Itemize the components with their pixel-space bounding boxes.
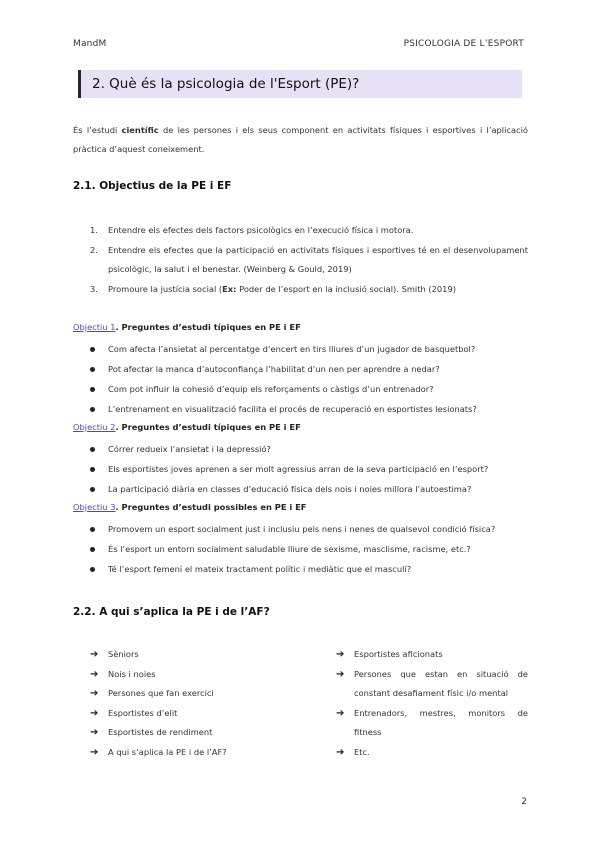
objective-2-label: . Preguntes d’estudi típiques en PE i EF [115,422,301,432]
arrow-right-icon: ➔ [90,668,99,680]
header-left: MandM [73,39,107,49]
audience-list-right [336,645,528,762]
objective-1-bullets [90,339,530,419]
item-text: A qui s’aplica la PE i de l’AF? [108,746,227,757]
list-item [336,704,528,743]
list-item [90,379,530,399]
item-text: Entrenadors, mestres, monitors de fitness [354,707,528,737]
arrow-right-icon: ➔ [336,649,345,660]
page-number: 2 [521,797,527,807]
list-item [90,723,280,743]
bullet-text: Com pot influir la cohesió d’equip els reforçaments o càstigs d’un entrenador? [108,384,434,394]
list-item [336,645,528,665]
audience-list-left [90,645,280,762]
objective-1-link[interactable]: Objectiu 1 [73,322,116,332]
list-item [90,684,280,704]
bullet-icon [90,387,95,392]
objective-3-heading [73,502,306,512]
objective-3-label: . Preguntes d’estudi possibles en PE i EF [115,502,307,512]
section-heading-audience: 2.2. A qui s’aplica la PE i de l’AF? [73,606,270,618]
bullet-icon [90,347,95,352]
intro-post: de les persones i els seus component en activitats físiques i esportives i l’aplicació pràctica d’aquest coneixement. [73,125,529,154]
arrow-right-icon: ➔ [90,688,99,699]
bullet-text: Promovem un esport socialment just i inclusiu pels nens i nenes de qualsevol condició física? [108,524,496,534]
bullet-text: Com afecta l’ansietat al percentatge d’encert en tirs lliures d’un jugador de basquetbol? [108,344,476,354]
item-text: Persones que estan en situació de constant desafiament físic i/o mental [354,668,528,698]
bullet-icon [90,567,95,572]
list-item [90,339,530,359]
bullet-icon [90,467,95,472]
bullet-text: Pot afectar la manca d’autoconfiança l’habilitat d’un nen per aprendre a nedar? [108,364,440,374]
intro-pre: És l’estudi [73,125,122,135]
item-text: Etc. [354,746,370,757]
arrow-right-icon: ➔ [90,707,99,719]
objective-1-heading [73,322,301,332]
item-text: Sèniors [108,649,139,659]
bullet-text: És l’esport un entorn socialment saludable lliure de sexisme, masclisme, racisme, etc.? [108,544,471,554]
section-heading-objectives: 2.1. Objectius de la PE i EF [73,180,232,192]
item-text: Persones que fan exercici [108,688,214,698]
list-item [90,743,280,763]
arrow-right-icon: ➔ [336,746,345,758]
item-text: Esportistes d’elit [108,707,178,718]
item-text-pre: Promoure la justícia social ( [108,284,223,294]
bullet-text: Els esportistes joves aprenen a ser molt agressius arran de la seva participació en l’esport? [108,464,489,474]
list-item [90,559,530,579]
bullet-text: Córrer redueix l’ansietat i la depressió? [108,444,271,454]
bullet-icon [90,447,95,452]
list-item [336,743,528,763]
list-item [90,519,530,539]
list-item [90,399,530,419]
objective-2-bullets [90,439,530,499]
arrow-right-icon: ➔ [90,727,99,738]
bullet-icon [90,367,95,372]
header-right: PSICOLOGIA DE L’ESPORT [403,39,524,49]
list-item [90,539,530,559]
item-text: Esportistes aficionats [354,649,443,659]
bullet-text: Té l’esport femení el mateix tractament polític i mediàtic que el masculí? [108,564,412,574]
item-number: 2. [90,245,98,255]
bullet-icon [90,487,95,492]
list-item [336,665,528,704]
bullet-icon [90,407,95,412]
intro-paragraph [73,121,528,159]
intro-bold: científic [121,125,159,135]
item-text: Esportistes de rendiment [108,727,213,737]
bullet-icon [90,547,95,552]
list-item [90,221,528,240]
list-item [90,459,530,479]
bullet-icon [90,527,95,532]
item-text: Entendre els efectes dels factors psicològics en l’execució física i motora. [108,225,414,235]
list-item [90,280,528,299]
item-number: 1. [90,225,98,235]
bullet-text: L’entrenament en visualització facilita el procés de recuperació en esportistes lesionats? [108,404,477,414]
objective-2-heading [73,422,301,432]
list-item [90,359,530,379]
objective-1-label: . Preguntes d’estudi típiques en PE i EF [115,322,301,332]
objective-3-bullets [90,519,530,579]
list-item [90,479,530,499]
arrow-right-icon: ➔ [90,746,99,758]
objective-3-link[interactable]: Objectiu 3 [73,502,116,512]
objectives-numbered-list [90,221,528,300]
page-title: 2. Què és la psicologia de l'Esport (PE)? [78,70,522,98]
list-item [90,439,530,459]
arrow-right-icon: ➔ [336,707,345,719]
arrow-right-icon: ➔ [336,668,345,680]
item-text-post: Poder de l’esport en la inclusió social). Smith (2019) [236,284,456,294]
bullet-text: La participació diària en classes d’educació física dels nois i noies millora l’autoestima? [108,484,472,494]
item-text-bold: Ex: [222,284,237,294]
item-text: Nois i noies [108,668,156,679]
list-item [90,665,280,685]
objective-2-link[interactable]: Objectiu 2 [73,422,116,432]
list-item [90,704,280,724]
item-number: 3. [90,284,98,294]
list-item [90,241,528,279]
arrow-right-icon: ➔ [90,649,99,660]
list-item [90,645,280,665]
item-text: Entendre els efectes que la participació en activitats físiques i esportives té en el desenvolupament psicològic, la salut i el benestar. (Weinberg & Gould, 2019) [108,245,528,274]
